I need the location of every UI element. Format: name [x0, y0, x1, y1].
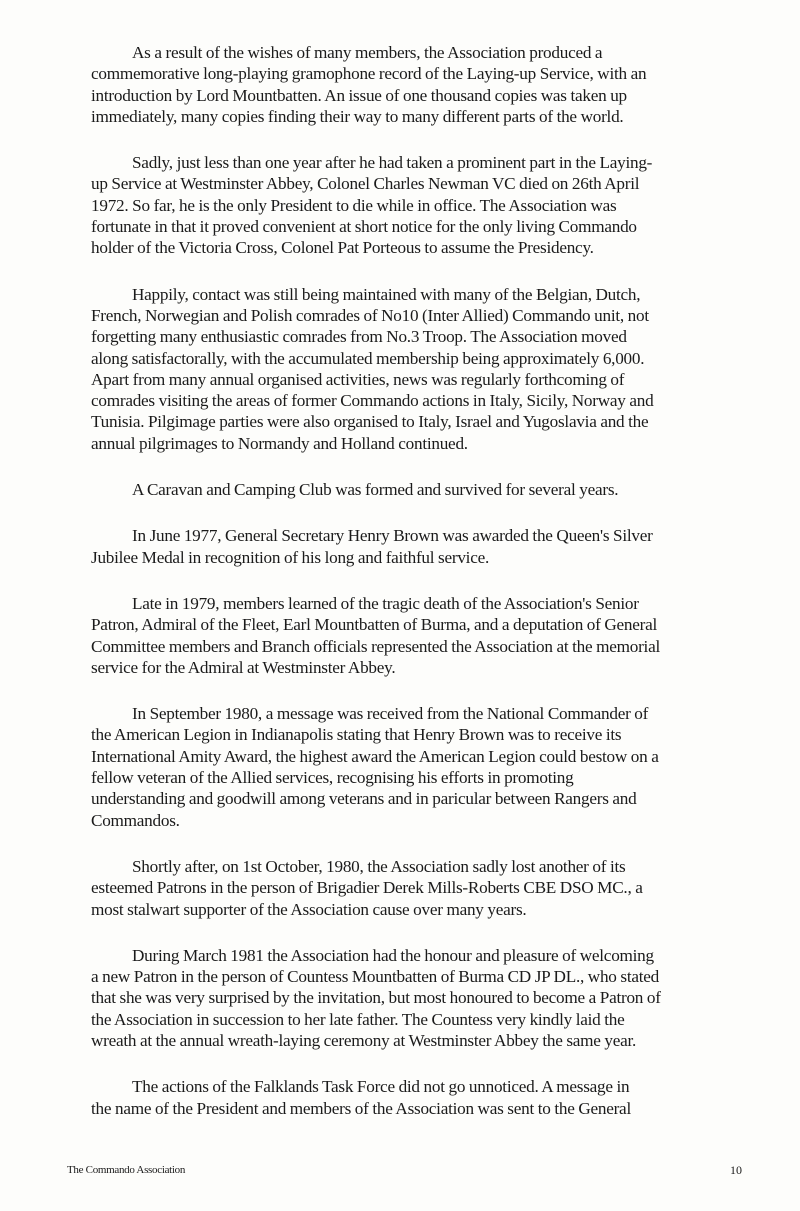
text-line: During March 1981 the Association had the honour and pleasure of welcoming	[132, 945, 654, 965]
text-line: the American Legion in Indianapolis stating that Henry Brown was to receive its	[91, 725, 622, 745]
text-line: esteemed Patrons in the person of Brigadier Derek Mills-Roberts CBE DSO MC., a	[91, 878, 643, 898]
text-line: up Service at Westminster Abbey, Colonel Charles Newman VC died on 26th April	[91, 174, 640, 194]
text-line: fellow veteran of the Allied services, recognising his efforts in promoting	[91, 768, 574, 788]
text-line: immediately, many copies finding their way to many different parts of the world.	[91, 106, 624, 126]
text-line: comrades visiting the areas of former Commando actions in Italy, Sicily, Norway and	[91, 391, 654, 411]
text-line: A Caravan and Camping Club was formed and survived for several years.	[132, 480, 619, 500]
text-line: Commandos.	[91, 810, 180, 830]
text-line: Apart from many annual organised activities, news was regularly forthcoming of	[91, 369, 625, 389]
text-line: service for the Admiral at Westminster Abbey.	[91, 657, 396, 677]
text-line: along satisfactorally, with the accumulated membership being approximately 6,000.	[91, 348, 645, 368]
text-line: The actions of the Falklands Task Force did not go unnoticed. A message in	[132, 1077, 630, 1097]
text-line: forgetting many enthusiastic comrades from No.3 Troop. The Association moved	[91, 327, 627, 347]
text-line: Jubilee Medal in recognition of his long and faithful service.	[91, 547, 490, 567]
paragraph-caravan-club	[91, 479, 731, 500]
text-line: a new Patron in the person of Countess Mountbatten of Burma CD JP DL., who stated	[91, 967, 659, 987]
text-line: Tunisia. Pilgimage parties were also organised to Italy, Israel and Yugoslavia and the	[91, 412, 649, 432]
text-line: introduction by Lord Mountbatten. An issue of one thousand copies was taken up	[91, 85, 627, 105]
page-number: 10	[730, 1163, 742, 1177]
text-line: that she was very surprised by the invitation, but most honoured to become a Patron of	[91, 988, 661, 1008]
paragraph-record	[91, 42, 731, 127]
text-line: commemorative long-playing gramophone record of the Laying-up Service, with an	[91, 64, 647, 84]
paragraph-mills-roberts	[91, 856, 731, 920]
text-line: annual pilgrimages to Normandy and Holland continued.	[91, 433, 468, 453]
text-line: International Amity Award, the highest award the American Legion could bestow on a	[91, 746, 659, 766]
text-line: In September 1980, a message was received from the National Commander of	[132, 704, 649, 724]
text-line: Happily, contact was still being maintained with many of the Belgian, Dutch,	[132, 284, 641, 304]
body-text	[91, 42, 731, 1144]
paragraph-jubilee-medal	[91, 525, 731, 568]
paragraph-contacts	[91, 284, 731, 454]
text-line: Late in 1979, members learned of the tragic death of the Association's Senior	[132, 593, 639, 613]
text-line: Shortly after, on 1st October, 1980, the Association sadly lost another of its	[132, 856, 626, 876]
text-line: 1972. So far, he is the only President to die while in office. The Association was	[91, 195, 617, 215]
text-line: holder of the Victoria Cross, Colonel Pat Porteous to assume the Presidency.	[91, 238, 594, 258]
text-line: As a result of the wishes of many members, the Association produced a	[132, 43, 603, 62]
text-line: Patron, Admiral of the Fleet, Earl Mountbatten of Burma, and a deputation of General	[91, 615, 657, 635]
paragraph-countess-patron	[91, 945, 731, 1051]
paragraph-mountbatten-death	[91, 593, 731, 678]
text-line: Committee members and Branch officials represented the Association at the memorial	[91, 636, 660, 656]
footer-title: The Commando Association	[67, 1164, 186, 1176]
text-line: understanding and goodwill among veterans and in paricular between Rangers and	[91, 789, 637, 809]
text-line: fortunate in that it proved convenient at short notice for the only living Commando	[91, 217, 637, 237]
text-line: wreath at the annual wreath-laying ceremony at Westminster Abbey the same year.	[91, 1030, 637, 1050]
paragraph-newman-death	[91, 152, 731, 258]
text-line: most stalwart supporter of the Association cause over many years.	[91, 899, 527, 919]
paragraph-falklands	[91, 1076, 731, 1119]
text-line: the name of the President and members of the Association was sent to the General	[91, 1098, 631, 1118]
paragraph-amity-award	[91, 703, 731, 831]
text-line: the Association in succession to her late father. The Countess very kindly laid the	[91, 1009, 625, 1029]
text-line: French, Norwegian and Polish comrades of No10 (Inter Allied) Commando unit, not	[91, 305, 649, 325]
text-line: In June 1977, General Secretary Henry Brown was awarded the Queen's Silver	[132, 526, 653, 546]
text-line: Sadly, just less than one year after he had taken a prominent part in the Laying-	[132, 153, 653, 173]
